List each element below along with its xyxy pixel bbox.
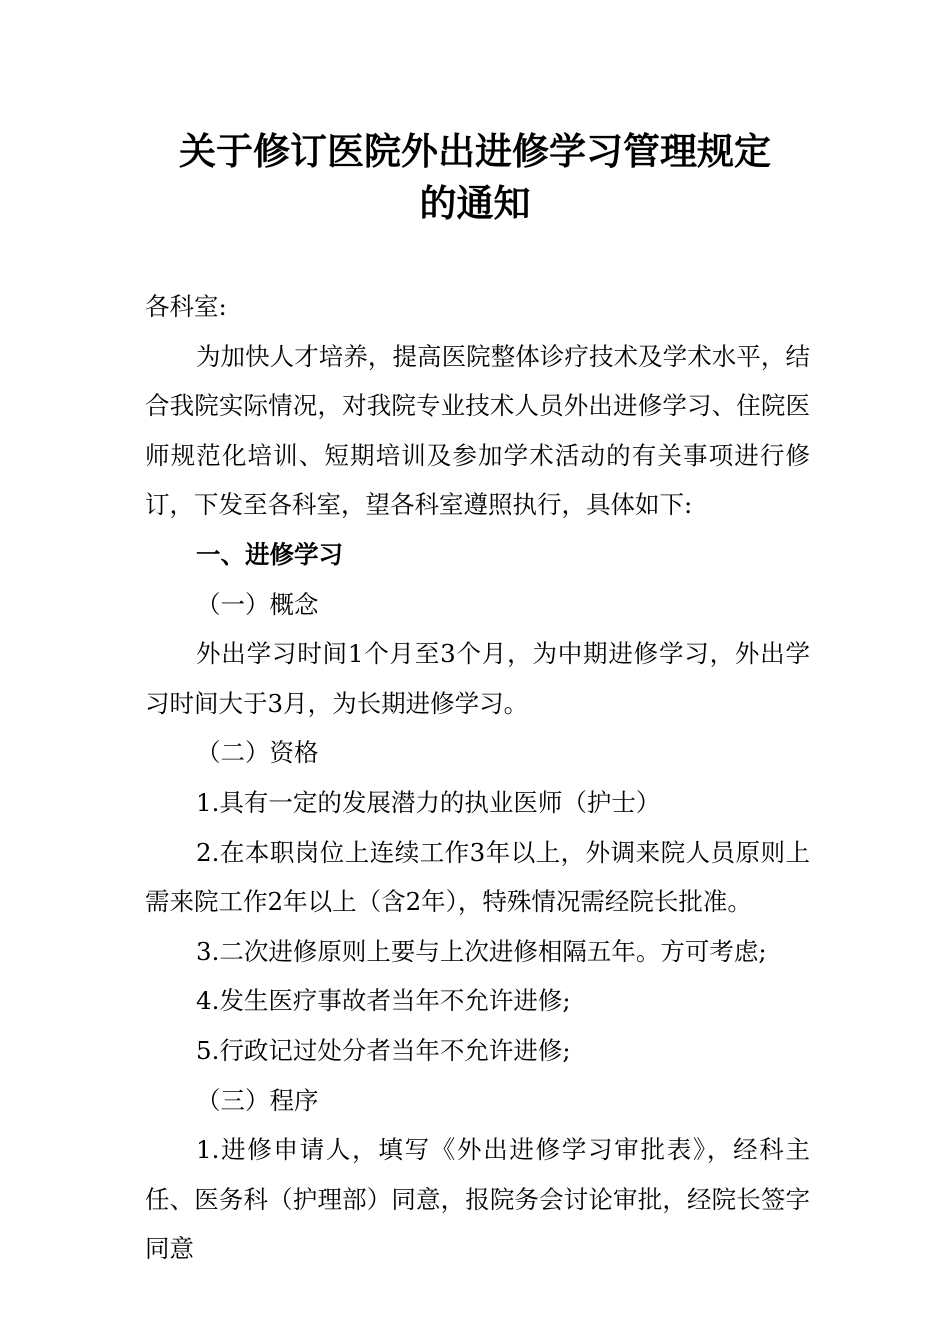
section-heading-1: 一、进修学习 [196,539,343,569]
subheading-concept: （一）概念 [196,589,319,619]
qualification-item-5: 5.行政记过处分者当年不允许进修; [196,1035,571,1065]
qualification-item-3: 3.二次进修原则上要与上次进修相隔五年。方可考虑; [196,936,767,966]
qualification-item-2: 2.在本职岗位上连续工作3年以上，外调来院人员原则上需来院工作2年以上（含2年），特殊情况需经院长批准。 [145,837,810,917]
subheading-qualification: （二）资格 [196,738,319,768]
salutation: 各科室: [145,292,227,321]
qualification-item-4: 4.发生医疗事故者当年不允许进修; [196,986,571,1016]
procedure-item-1: 1.进修申请人，填写《外出进修学习审批表》，经科主任、医务科（护理部）同意，报院务会讨论审批，经院长签字同意 [145,1135,810,1264]
document-body [145,282,810,1274]
document-title-line-2: 的通知 [419,181,531,225]
document-title-line-1: 关于修订医院外出进修学习管理规定 [179,129,771,173]
intro-paragraph: 为加快人才培养，提高医院整体诊疗技术及学术水平，结合我院实际情况，对我院专业技术人员外出进修学习、住院医师规范化培训、短期培训及参加学术活动的有关事项进行修订，下发至各科室，望各科室遵照执行，具体如下: [145,341,810,520]
qualification-item-1: 1.具有一定的发展潜力的执业医师（护士） [196,787,661,817]
subheading-procedure: （三）程序 [196,1085,319,1115]
concept-paragraph: 外出学习时间1个月至3个月，为中期进修学习，外出学习时间大于3月，为长期进修学习。 [145,639,810,718]
